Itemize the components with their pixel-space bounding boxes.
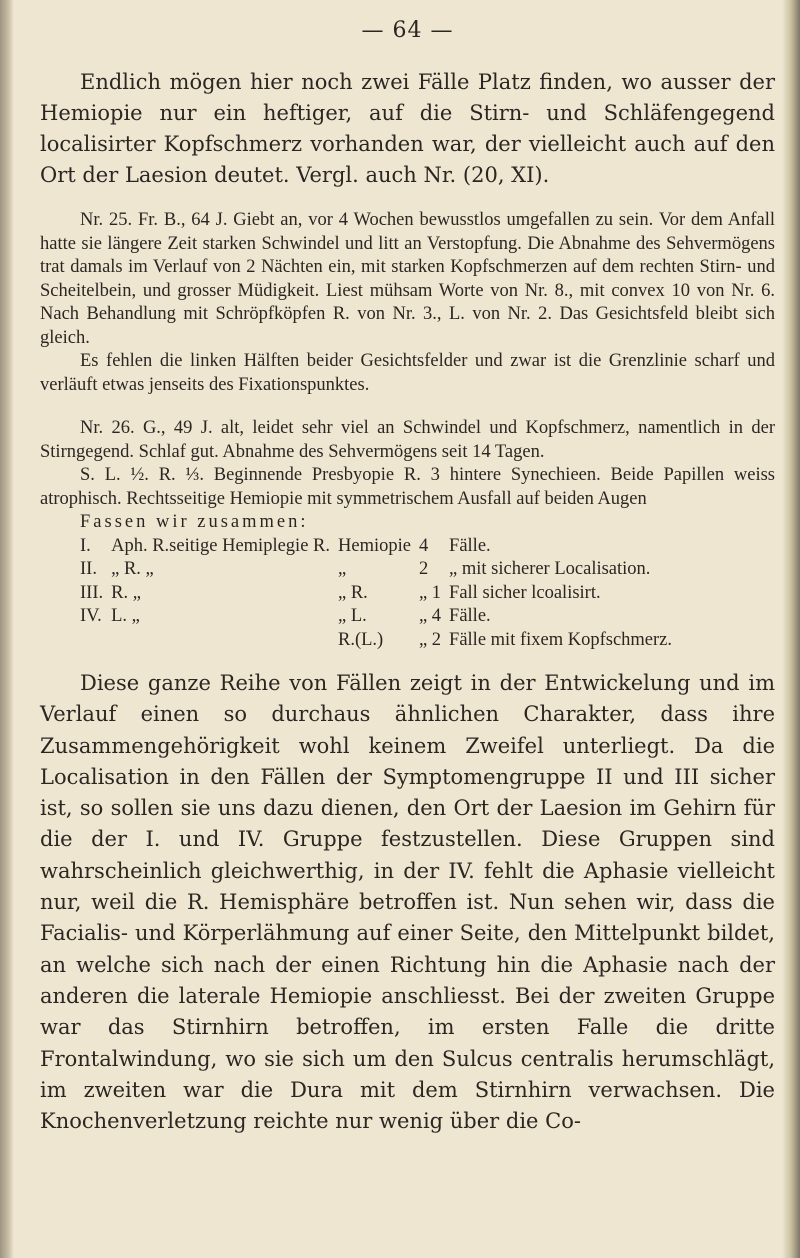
group-hemiopie: R.(L.): [338, 629, 384, 650]
group-count: 4: [418, 535, 429, 556]
group-note: „ mit sicherer Localisation.: [449, 559, 651, 579]
case-26-findings: S. L. ½. R. ⅓. Beginnende Presbyopie R. 3 hintere Synechieen. Beide Papillen weiss atrophisch. Rechtsseitige Hemiopie mit symmetrischem Ausfall auf beiden Augen: [40, 465, 775, 509]
group-side: R. „: [111, 582, 141, 603]
group-hemiopie: Hemiopie: [338, 535, 411, 556]
group-number: IV.: [80, 606, 102, 626]
group-number: I.: [80, 535, 91, 556]
page-number: — 64 —: [361, 18, 454, 43]
book-gutter-shadow: [0, 0, 14, 1258]
group-note: Fälle.: [449, 606, 491, 626]
page-edge-shadow: [782, 0, 800, 1258]
case-25: [40, 209, 775, 397]
group-count: 2: [418, 559, 429, 579]
summary-row: [80, 535, 680, 559]
summary-row: [80, 558, 680, 582]
summary-row: [80, 582, 680, 606]
group-side: L. „: [111, 606, 140, 626]
summary-row: [80, 629, 680, 653]
group-number: [80, 629, 111, 653]
book-page: [40, 18, 775, 1137]
group-hemiopie: „ R.: [338, 582, 368, 603]
group-note: Fälle.: [449, 535, 491, 556]
intro-paragraph: Endlich mögen hier noch zwei Fälle Platz finden, wo ausser der Hemiopie nur ein heftiger, auf die Stirn- und Schläfengegend localisirter Kopfschmerz vorhanden war, der vielleicht auch auf den Ort der Laesion deutet. Vergl. auch Nr. (20, XI).: [40, 70, 775, 187]
summary-table: [80, 535, 680, 653]
case-26-report: Nr. 26. G., 49 J. alt, leidet sehr viel an Schwindel und Kopfschmerz, namentlich in der Stirngegend. Schlaf gut. Abnahme des Sehvermögens seit 14 Tagen.: [40, 418, 775, 462]
group-note: Fälle mit fixem Kopfschmerz.: [449, 629, 673, 650]
conclusion-paragraph: Diese ganze Reihe von Fällen zeigt in der Entwickelung und im Verlauf einen so durchaus ähnlichen Charakter, dass ihre Zusammengehörigkeit wohl keinem Zweifel unterliegt. Da die Localisation in den Fällen der Symptomengruppe II und III sicher ist, so sollen sie uns dazu dienen, den Ort der Laesion im Gehirn für die der I. und IV. Gruppe festzustellen. Diese Gruppen sind wahrscheinlich gleichwerthig, in der IV. fehlt die Aphasie vielleicht nur, weil die R. Hemisphäre betroffen ist. Nun sehen wir, dass die Facialis- und Körperlähmung auf einer Seite, den Mittelpunkt bildet, an welche sich nach der einen Richtung hin die Aphasie nach der anderen die laterale Hemiopie anschliesst. Bei der zweiten Gruppe war das Stirnhirn betroffen, im ersten Falle die dritte Frontalwindung, wo sie sich um den Sulcus centralis herumschlägt, im zweiten war die Dura mit dem Stirnhirn verwachsen. Die Knochenverletzung reichte nur wenig über die Co-: [40, 671, 775, 1134]
group-note: Fall sicher lcoalisirt.: [449, 582, 601, 603]
group-hemiopie: „ L.: [338, 606, 367, 626]
group-side: [111, 629, 338, 653]
group-number: II.: [80, 559, 97, 579]
group-count: „ 1: [418, 582, 442, 603]
summary-section: [40, 511, 775, 652]
group-side: Aph. R.seitige Hemiplegie R.: [111, 535, 330, 556]
summary-heading: Fassen wir zusammen:: [80, 512, 309, 532]
group-hemiopie: „: [338, 559, 347, 579]
group-count: „ 4: [418, 606, 442, 626]
group-count: „ 2: [418, 629, 442, 650]
case-25-visual-field: Es fehlen die linken Hälften beider Gesichtsfelder und zwar ist die Grenzlinie scharf und verläuft etwas jenseits des Fixationspunktes.: [40, 351, 775, 395]
case-26: [40, 417, 775, 511]
summary-row: [80, 605, 680, 629]
group-number: III.: [80, 582, 104, 603]
case-25-report: Nr. 25. Fr. B., 64 J. Giebt an, vor 4 Wochen bewusstlos umgefallen zu sein. Vor dem Anfall hatte sie längere Zeit starken Schwindel und litt an Verstopfung. Die Abnahme des Sehvermögens trat damals im Verlauf von 2 Nächten ein, mit starken Kopfschmerzen auf dem rechten Stirn- und Scheitelbein, und grosser Müdigkeit. Liest mühsam Worte von Nr. 8., mit convex 10 von Nr. 6. Nach Behandlung mit Schröpfköpfen R. von Nr. 3., L. von Nr. 2. Das Gesichtsfeld bleibt sich gleich.: [40, 210, 775, 348]
group-side: „ R. „: [111, 559, 154, 579]
